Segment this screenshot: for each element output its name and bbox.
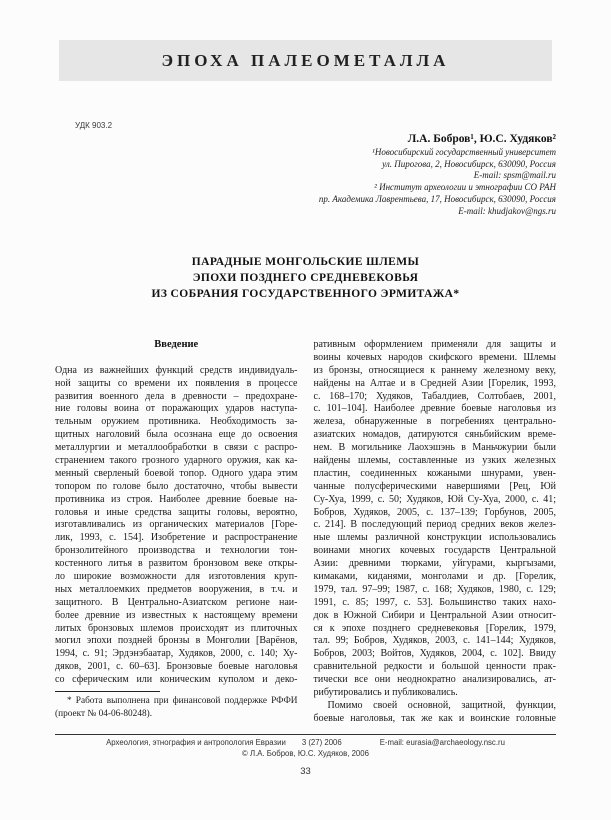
text-line: док в Южной Сибири и Центральной Азии относит- [313,609,556,621]
text-line: дяков, 2001, с. 60–63]. Бронзовые боевые наголовья [55,661,298,673]
text-line: развития военного дела в древности – предохране- [55,390,298,402]
footer-journal-name: Археология, этнография и антропология Евразии [106,738,286,747]
udk-code: УДК 903.2 [75,121,113,130]
right-column-paragraph-1 [314,339,557,700]
footnote [55,695,298,720]
text-line: со сферическим или коническим куполом и деко- [55,674,298,686]
text-line: щитных наголовий была осознана еще до освоения [55,429,298,441]
text-line: могил эпохи поздней бронзы в Монголии [Варёнов, [55,635,298,647]
text-line: боевые наголовья, так же как и воинские головные [313,712,556,724]
text-line: ло широкие возможности для изготовления круп- [55,571,298,583]
text-line: металлургии и металлообработки в связи с распро- [55,442,298,454]
article-title [55,254,556,302]
byline-block [55,133,556,217]
section-header-title: ЭПОХА ПАЛЕОМЕТАЛЛА [161,50,450,70]
text-line: воинами многих кочевых государств Центральной [313,545,556,557]
text-line: азиатских номадов, датируются сяньбийским време- [313,429,556,441]
text-line: пр. Академика Лаврентьева, 17, Новосибирск, 630090, Россия [318,193,556,204]
left-column [55,339,298,726]
footer-copyright: © Л.А. Бобров, Ю.С. Худяков, 2006 [242,749,369,758]
text-line: защитного. В Центрально-Азиатском регионе наи- [55,596,298,608]
text-line: с. 101–104]. Наиболее древние боевые наголовья из [313,403,556,415]
text-line: ные шлемы различной конструкции использовались [313,532,556,544]
footer-divider [55,734,556,735]
left-column-paragraph [55,365,298,687]
footer-journal-line [55,738,556,747]
text-line: тельным оружием противника. Необходимость за- [55,416,298,428]
text-line: тически все они неоднократно анализировались, ат- [313,674,556,686]
text-line: ИЗ СОБРАНИЯ ГОСУДАРСТВЕННОГО ЭРМИТАЖА* [151,288,460,300]
text-line: с. 168–170; Худяков, Табалдиев, Солтобаев, 2001, [313,390,556,402]
text-line: найдены шлемы, составленные из узких железных [313,455,556,467]
text-line: Су-Хуа, 1999, с. 50; Худяков, Юй Су-Хуа, 2000, с. 41; [313,493,556,505]
text-line: (проект № 04-06-80248). [55,708,153,719]
text-line: изготавливались из органических материалов [Горе- [55,519,298,531]
text-line: пластин, соединенных кожаными шнурами, увен- [313,467,556,479]
text-line: лик, 1993, с. 154]. Изобретение и распространение [55,532,298,544]
text-line: странением такого грозного ударного оружия, как ка- [55,455,298,467]
text-line: 1994, с. 91; Эрдэнэбаатар, Худяков, 2000, с. 140; Ху- [55,648,298,660]
text-line: с. 214]. В последующий период средних веков желез- [313,519,556,531]
text-line: Бобров, Худяков, 2005, с. 137–139; Горбунов, 2005, [313,506,556,518]
section-heading-introduction: Введение [154,339,199,350]
text-line: ративным оформлением применяли для защиты и [313,339,556,350]
text-line: * Работа выполнена при финансовой поддержке РФФИ [67,696,298,707]
text-line: E-mail: spsm@mail.ru [473,170,556,181]
affiliations-block [55,147,556,217]
text-line: ся к эпохе позднего средневековья [Горелик, 1979, [313,622,556,634]
text-line: 1991, с. 85; 1997, с. 53]. Большинство таких нахо- [313,596,556,608]
text-line: ЭПОХИ ПОЗДНЕГО СРЕДНЕВЕКОВЬЯ [192,272,419,284]
text-line: костенного литья в развитом бронзовом веке откры- [55,558,298,570]
text-line: ул. Пирогова, 2, Новосибирск, 630090, Россия [382,158,556,169]
page-number: 33 [300,766,311,777]
text-line: Одна из важнейших функций средств индивидуаль- [55,364,298,376]
text-line: литых бронзовых шлемов происходят из плиточных [55,622,298,634]
text-line: из бронзы, относящиеся к раннему железному веку, [313,364,556,376]
text-line: бронзолитейного производства и технологии тон- [55,545,298,557]
text-line: ных металлоемких предметов вооружения, в т.ч. и [55,583,298,595]
authors-line: Л.А. Бобров¹, Ю.С. Худяков² [407,133,556,145]
article-body [55,339,556,726]
right-column [314,339,557,726]
text-line: сравнительной редкости и большой ценности прак- [313,661,556,673]
text-line: головья и иные средства защиты головы, вероятно, [55,506,298,518]
text-line: ² Институт археологии и этнографии СО РАН [374,182,556,193]
text-line: железа, обнаруженные в погребениях центрально- [313,416,556,428]
text-line: 1979, тал. 97–99; 1987, с. 168; Худяков, 1980, с. 129; [313,583,556,595]
text-line: менный сверленый боевой топор. Одного удара этим [55,467,298,479]
text-line: ПАРАДНЫЕ МОНГОЛЬСКИЕ ШЛЕМЫ [191,256,420,268]
text-line: E-mail: khudjakov@ngs.ru [458,205,556,216]
text-line: ¹Новосибирский государственный университет [372,147,556,157]
text-line: кимаками, киданями, монголами и др. [Горелик, [313,571,556,583]
text-line: тал. 99; Бобров, Худяков, 2003, с. 141–144; Худяков, [313,635,556,647]
text-line: Бобров, 2003; Войтов, Худяков, 2004, с. 102]. Ввиду [313,648,556,660]
text-line: нем. В могильнике Лаохэшэнь в Маньчжурии были [313,442,556,454]
text-line: противника из строя. Наиболее древние боевые на- [55,493,298,505]
footer-issue: 3 (27) 2006 [301,738,342,747]
text-line: рибутировались и публиковались. [313,687,458,699]
footer-email: E-mail: eurasia@archaeology.nsc.ru [379,738,505,747]
text-line: топором по голове было достаточно, чтобы вывести [55,480,298,492]
text-line: ной защиты со времени их появления в процессе [55,377,298,389]
text-line: найдены на Алтае и в Средней Азии [Горелик, 1993, [313,377,556,389]
right-column-paragraph-2 [314,700,557,726]
section-header-band [59,40,552,81]
footnote-divider [55,691,160,692]
text-line: Азии: древними тюрками, уйгурами, кыргызами, [313,558,556,570]
text-line: Помимо своей основной, защитной, функции, [327,699,556,711]
text-line: ние головы воина от поражающих ударов наступа- [55,403,298,415]
text-line: чанные полусферическими навершиями [Рец, Юй [313,480,556,492]
text-line: более древние из известных к настоящему времени [55,609,298,621]
text-line: воины кочевых народов скифского времени. Шлемы [313,351,556,363]
